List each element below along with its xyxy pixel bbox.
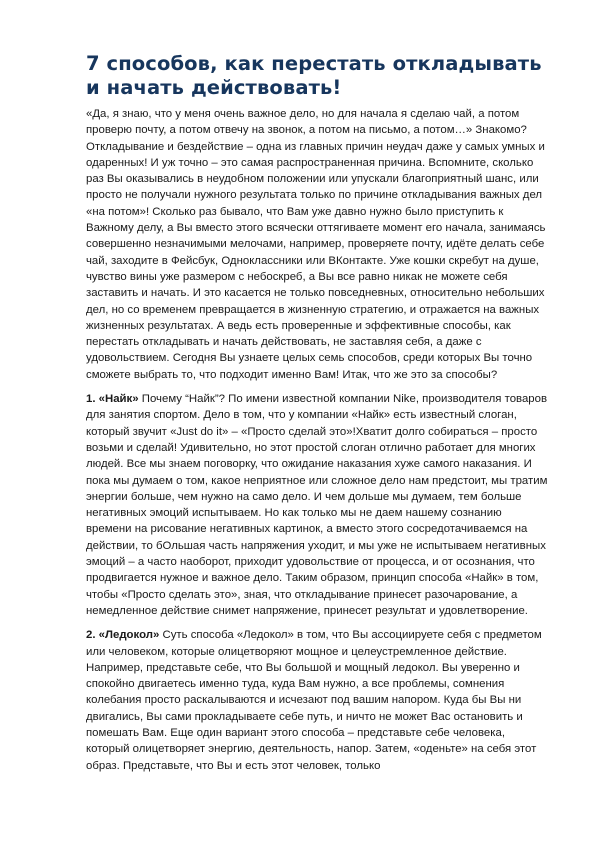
document-page: [86, 52, 549, 782]
method-1-heading: 1. «Найк»: [86, 393, 139, 406]
method-2-heading: 2. «Ледокол»: [86, 629, 160, 642]
method-2-paragraph: [86, 627, 549, 774]
intro-paragraph: «Да, я знаю, что у меня очень важное дело, но для начала я сделаю чай, а потом проверю почту, а потом отвечу на звонок, а потом на письмо, а потом…» Знакомо? Откладывание и бездействие – одна из главных причин неудач даже у самых умных и одаренных! И уж точно – это самая распространенная причина. Вспомните, сколько раз Вы оказывались в неудобном положении или упускали благоприятный шанс, или просто не получали нужного результата только по причине откладывания важных дел «на потом»! Сколько раз бывало, что Вам уже давно нужно было приступить к Важному делу, а Вы вместо этого всячески оттягиваете момент его начала, занимаясь совершенно незначимыми мелочами, например, проверяете почту, идёте делать себе чай, заходите в Фейсбук, Одноклассники или ВКонтакте. Уже кошки скребут на душе, чувство вины уже размером с небоскреб, а Вы все равно никак не можете себя заставить и начать. И это касается не только повседневных, относительно небольших дел, но со временем превращается в жизненную стратегию, и отражается на важных жизненных результатах. А ведь есть проверенные и эффективные способы, как перестать откладывать и начать действовать, не заставляя себя, а даже с удовольствием. Сегодня Вы узнаете целых семь способов, среди которых Вы точно сможете выбрать то, что подходит именно Вам! Итак, что же это за способы?: [86, 108, 546, 381]
method-2-text: Суть способа «Ледокол» в том, что Вы ассоциируете себя с предметом или человеком, которые олицетворяют мощное и целеустремленное действие. Например, представьте себе, что Вы большой и мощный ледокол. Вы уверенно и спокойно двигаетесь именно туда, куда Вам нужно, а все проблемы, сомнения колебания просто раскалываются и исчезают под вашим напором. Куда бы Вы ни двигались, Вы сами прокладываете себе путь, и ничто не может Вас остановить и помешать Вам. Еще один вариант этого способа – представьте себе человека, который олицетворяет энергию, деятельность, напор. Затем, «оденьте» на себя этот образ. Представьте, что Вы и есть этот человек, только: [86, 629, 542, 772]
method-1-paragraph: [86, 391, 549, 619]
method-1-text: Почему “Найк”? По имени известной компании Nike, производителя товаров для занятия спортом. Дело в том, что у компании «Найк» есть известный слоган, который звучит «Just do it» – «Просто сделай это»!Хватит долго собираться – просто возьми и сделай! Удивительно, но этот простой слоган отлично работает для многих людей. Все мы знаем поговорку, что ожидание наказания хуже самого наказания. И пока мы думаем о том, какое неприятное или сложное дело нам предстоит, мы тратим энергии больше, чем нужно на само дело. И чем дольше мы думаем, тем больше негативных эмоций испытываем. Но как только мы не даем нашему сознанию времени на рисование негативных картинок, а вместо этого сосредотачиваемся на действии, то бОльшая часть напряжения уходит, и мы уже не испытываем негативных эмоций – а часто наоборот, приходит удовольствие от процесса, и от осознания, что продвигается нужное и важное дело. Таким образом, принцип способа «Найк» в том, чтобы «Просто сделать это», зная, что откладывание принесет разочарование, а немедленное действие снимет напряжение, принесет результат и удовлетворение.: [86, 393, 548, 617]
document-title: 7 способов, как перестать откладывать и начать действовать!: [86, 52, 542, 99]
